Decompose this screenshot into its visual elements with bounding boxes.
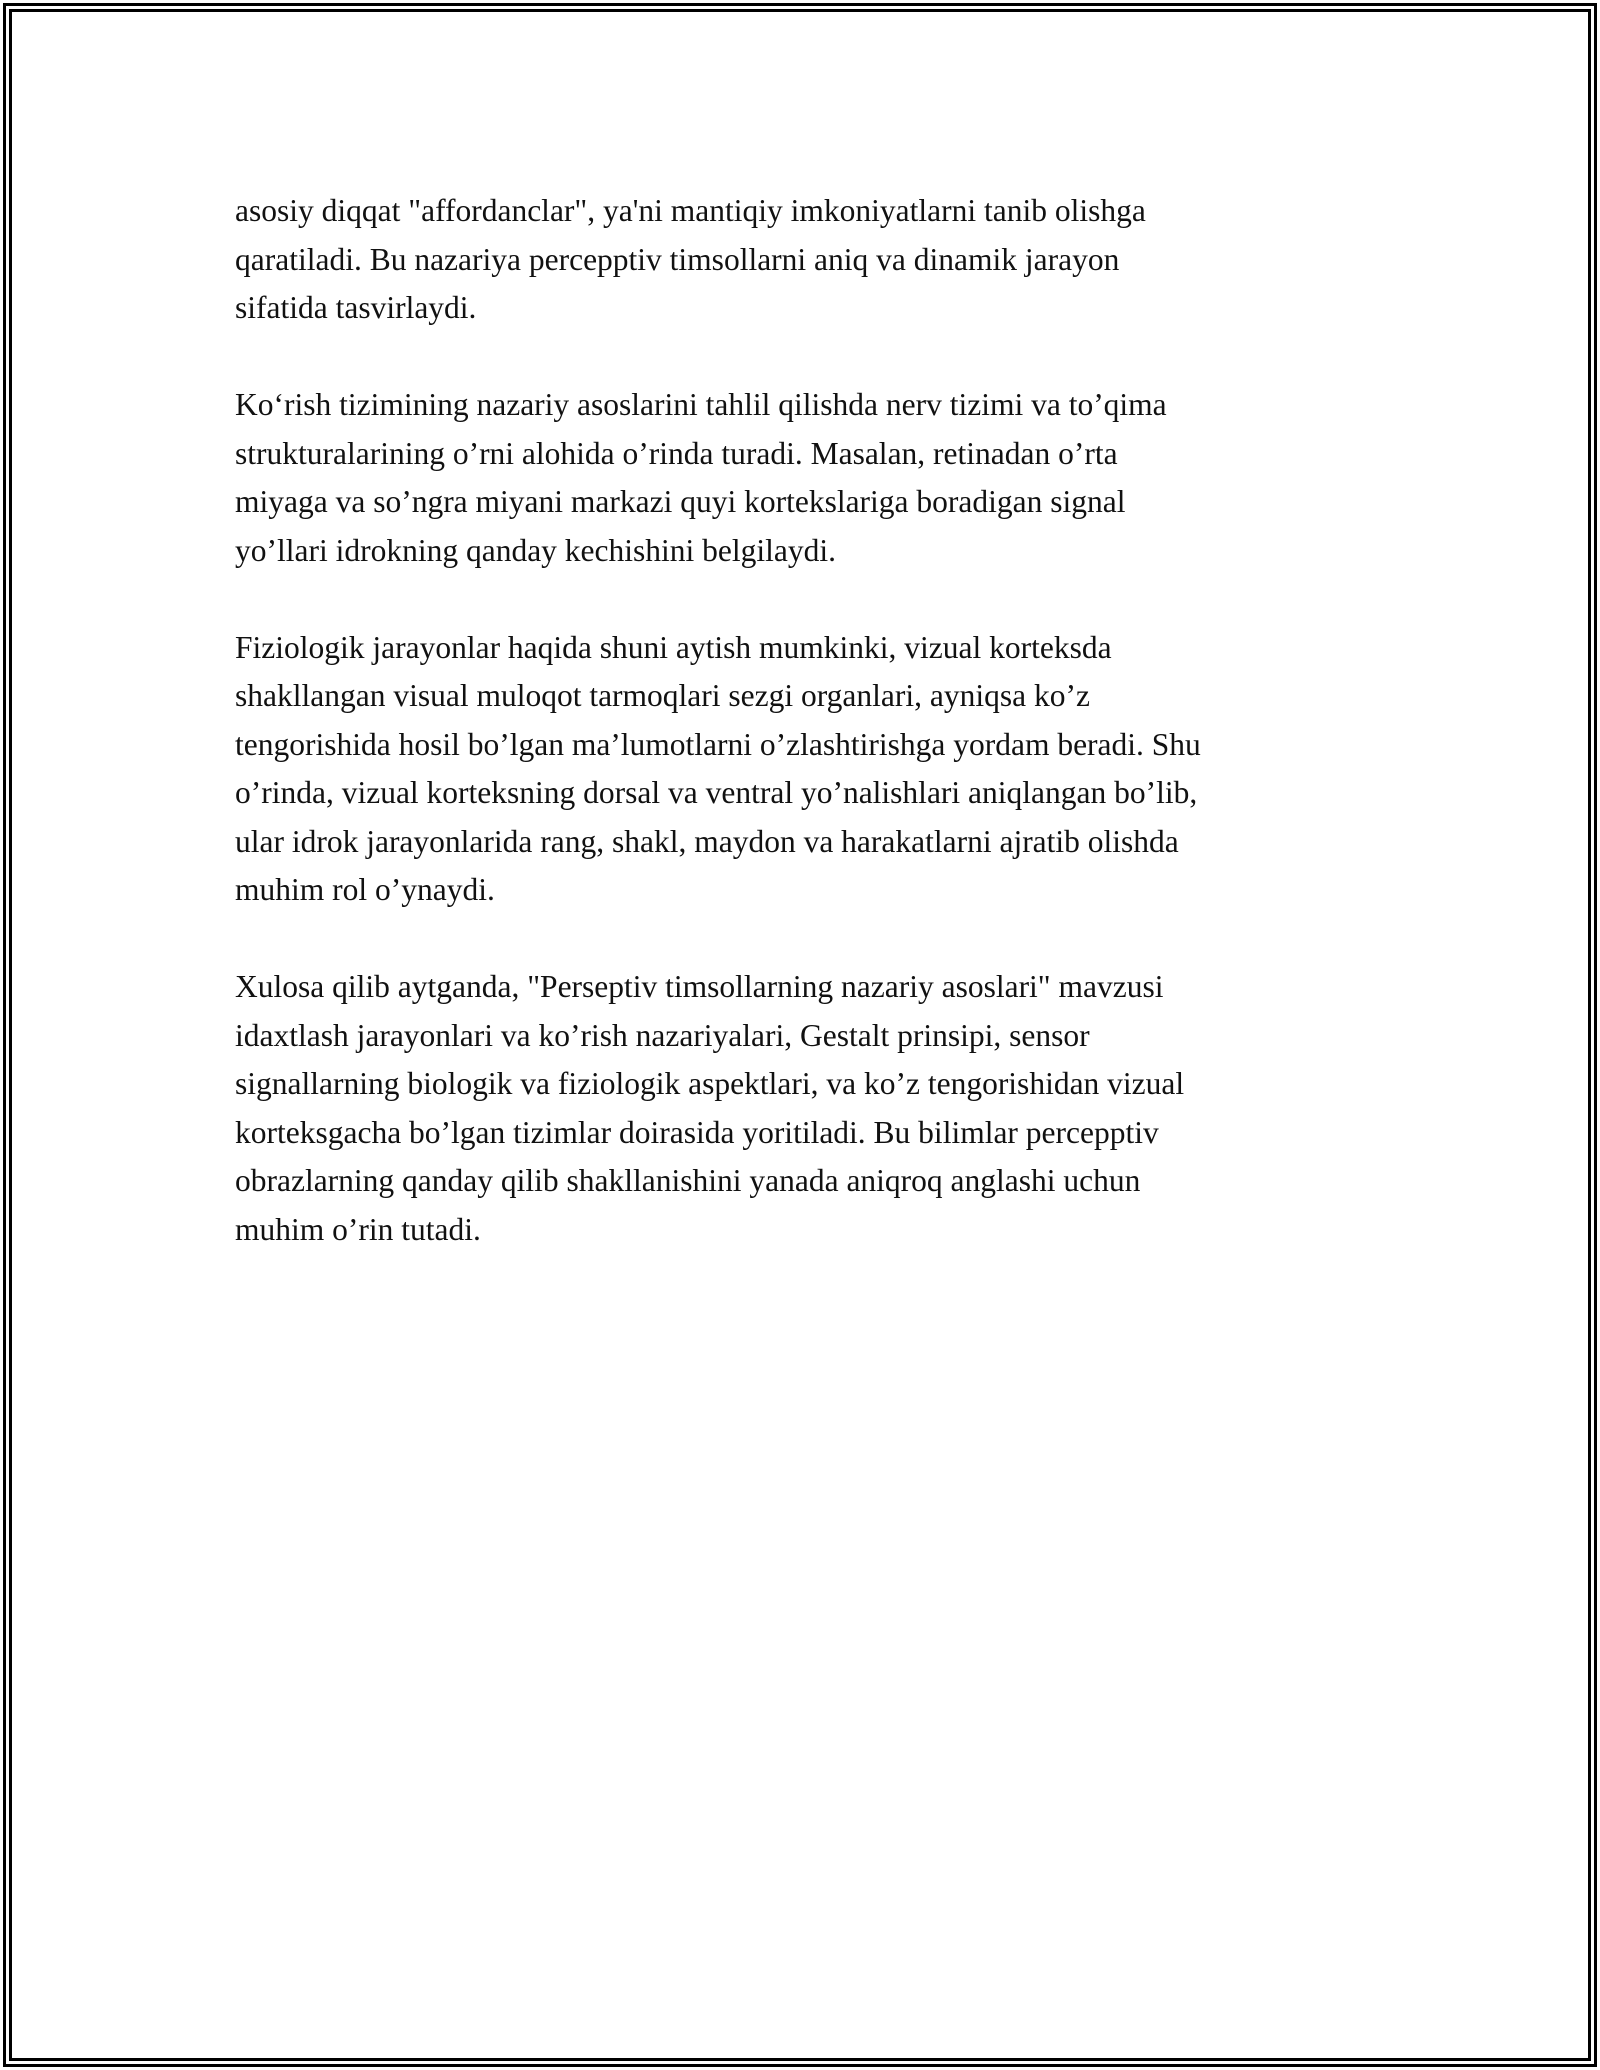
text-line: Ko‘rish tizimining nazariy asoslarini tahlil qilishda nerv tizimi va to’qima	[235, 387, 1167, 422]
text-line: miyaga va so’ngra miyani markazi quyi kortekslariga boradigan signal	[235, 484, 1126, 519]
text-line: obrazlarning qanday qilib shakllanishini yanada aniqroq anglashi uchun	[235, 1163, 1141, 1198]
text-line: idaxtlash jarayonlari va ko’rish nazariyalari, Gestalt prinsipi, sensor	[235, 1017, 1090, 1053]
paragraph-physiology	[235, 624, 1375, 915]
paragraph-affordances	[235, 187, 1375, 333]
text-line: strukturalarining o’rni alohida o’rinda turadi. Masalan, retinadan o’rta	[235, 435, 1118, 471]
text-line: muhim o’rin tutadi.	[235, 1211, 481, 1247]
text-line: asosiy diqqat "affordanclar", ya'ni mantiqiy imkoniyatlarni tanib olishga	[235, 193, 1146, 228]
document-body	[235, 187, 1375, 1303]
text-line: korteksgacha bo’lgan tizimlar doirasida yoritiladi. Bu bilimlar percepptiv	[235, 1114, 1159, 1150]
text-line: qaratiladi. Bu nazariya percepptiv timsollarni aniq va dinamik jarayon	[235, 241, 1120, 277]
text-line: tengorishida hosil bo’lgan ma’lumotlarni o’zlashtirishga yordam beradi. Shu	[235, 726, 1201, 762]
text-line: signallarning biologik va fiziologik aspektlari, va ko’z tengorishidan vizual	[235, 1066, 1185, 1101]
text-line: sifatida tasvirlaydi.	[235, 290, 477, 325]
paragraph-visual-system	[235, 381, 1375, 575]
text-line: yo’llari idrokning qanday kechishini belgilaydi.	[235, 532, 836, 568]
text-line: ular idrok jarayonlarida rang, shakl, maydon va harakatlarni ajratib olishda	[235, 823, 1179, 859]
paragraph-conclusion	[235, 963, 1375, 1254]
text-line: Xulosa qilib aytganda, "Perseptiv timsollarning nazariy asoslari" mavzusi	[235, 969, 1164, 1004]
text-line: muhim rol o’ynaydi.	[235, 872, 495, 907]
text-line: shakllangan visual muloqot tarmoqlari sezgi organlari, ayniqsa ko’z	[235, 678, 1090, 713]
text-line: Fiziologik jarayonlar haqida shuni aytish mumkinki, vizual korteksda	[235, 629, 1112, 665]
text-line: o’rinda, vizual korteksning dorsal va ventral yo’nalishlari aniqlangan bo’lib,	[235, 775, 1198, 810]
